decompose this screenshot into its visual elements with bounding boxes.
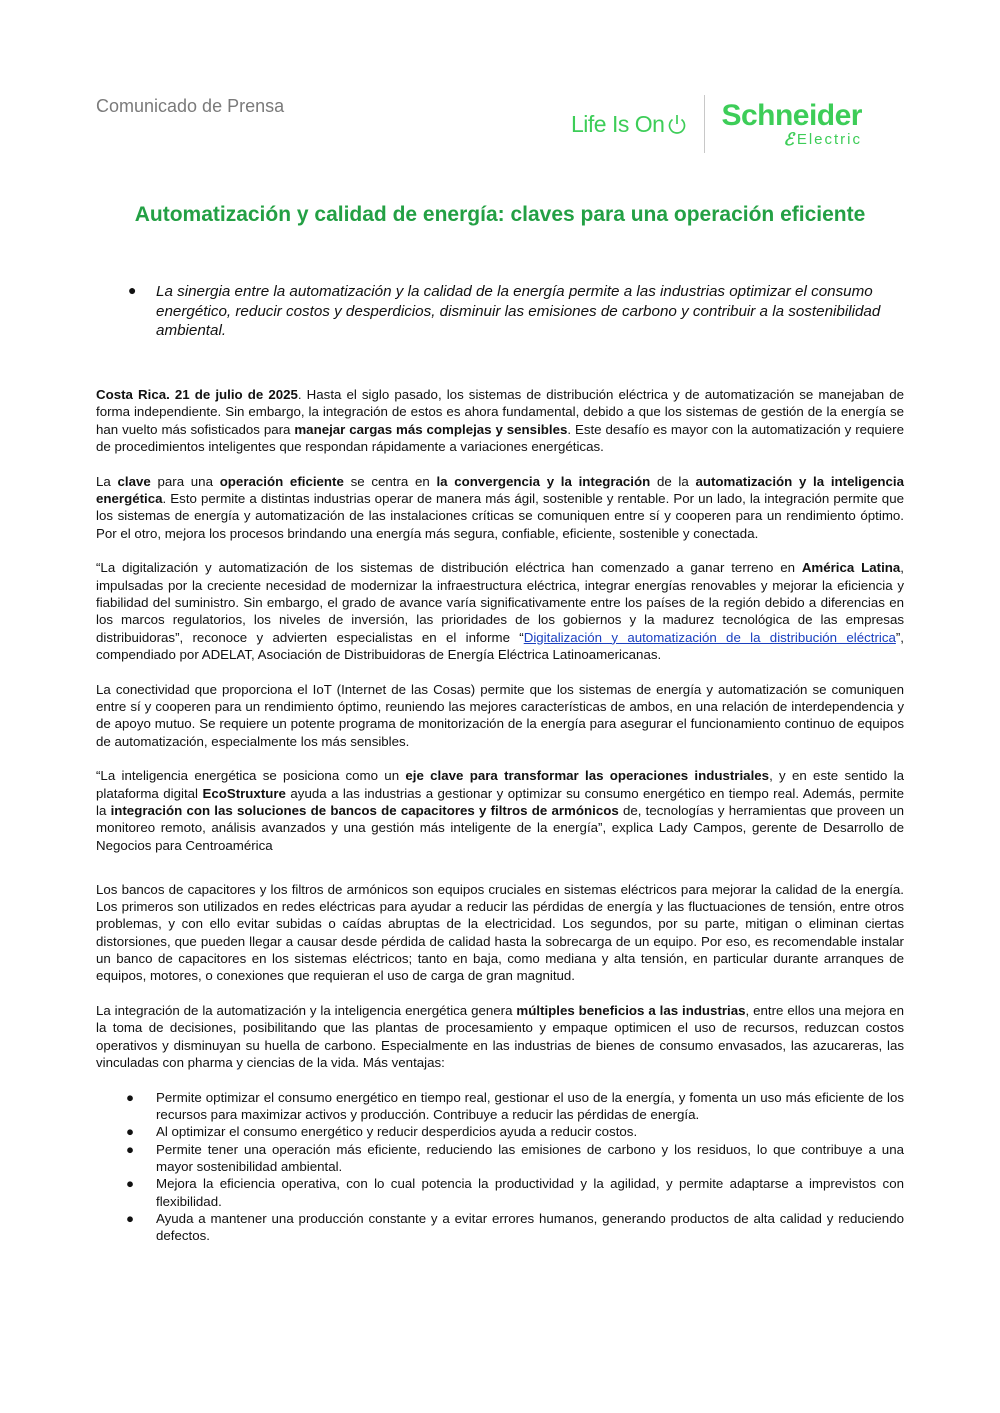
article-body bbox=[96, 386, 904, 1244]
bold-run: clave bbox=[117, 473, 151, 489]
page-title: Automatización y calidad de energía: claves para una operación eficiente bbox=[134, 203, 866, 226]
dateline: Costa Rica. 21 de julio de 2025 bbox=[96, 387, 298, 402]
text-run: La bbox=[96, 473, 118, 489]
bullet-icon: ● bbox=[126, 1141, 135, 1157]
paragraph-3 bbox=[96, 559, 904, 663]
bold-run: la convergencia y la integración bbox=[436, 473, 651, 489]
list-item-text: Mejora la eficiencia operativa, con lo cual potencia la productividad y la agilidad, y permite adaptarse a imprevistos con flexibilidad. bbox=[156, 1176, 904, 1209]
text-run: La integración de la automatización y la inteligencia energética genera bbox=[96, 1003, 517, 1019]
paragraph-5 bbox=[96, 767, 904, 853]
electric-e-icon: ℰ bbox=[783, 129, 794, 149]
paragraph-6: Los bancos de capacitores y los filtros de armónicos son equipos cruciales en sistemas eléctricos para mejorar la calidad de la energía. Los primeros son utilizados en redes eléctricas para ayudar a reducir las pérdidas de energía y las fluctuaciones de tensión, entre otros problemas, y con ello evitar subidas o caídas abruptas de la electricidad. Los segundos, por su parte, mitigan o eliminan ciertas distorsiones, que pueden llegar a causar desde pérdida de calidad hasta la sobrecarga de un equipo. Por eso, es recomendable instalar un banco de capacitores en los sistemas eléctricos; tanto en baja, como mediana y alta tensión, en particular durante arranques de equipos, motores, o conexiones que requieran el uso de carga de gran magnitud. bbox=[96, 881, 904, 984]
text-run: , entre ellos una mejora en la toma de decisiones, posibilitando que las plantas de procesamiento y empaque optimicen el uso de recursos, reduzcan costos operativos y disminuyan su huella de carbono. Especialmente en las industrias de bienes de consumo envasados, las azucareras, las vinculadas con pharma y ciencias de la vida. Más ventajas: bbox=[96, 1003, 904, 1070]
list-item-text: Ayuda a mantener una producción constante y a evitar errores humanos, generando productos de alta calidad y reduciendo defectos. bbox=[156, 1210, 904, 1244]
bold-run: integración con las soluciones de bancos de capacitores y filtros de armónicos bbox=[110, 802, 619, 818]
list-item-text: Al optimizar el consumo energético y reducir desperdicios ayuda a reducir costos. bbox=[156, 1124, 638, 1140]
bullet-icon: ● bbox=[126, 1089, 135, 1105]
bold-run: operación eficiente bbox=[219, 473, 344, 489]
paragraph-2 bbox=[96, 473, 904, 542]
power-icon bbox=[666, 113, 688, 135]
lede-text: La sinergia entre la automatización y la calidad de la energía permite a las industrias optimizar el consumo energético, reducir costos y desperdicios, disminuir las emisiones de carbono y contribuir a la sostenibilidad ambiental. bbox=[156, 283, 881, 339]
brand-name: Schneider bbox=[721, 98, 862, 132]
list-item bbox=[96, 1175, 904, 1210]
list-item bbox=[96, 1123, 904, 1140]
paragraph-4: La conectividad que proporciona el IoT (Internet de las Cosas) permite que los sistemas de energía y automatización se comuniquen entre sí y cooperen para un rendimiento óptimo, reuniendo las mejores características de ambos, en una relación de interdependencia y de apoyo mutuo. Se requiere un potente programa de monitorización de la energía para asegurar el funcionamiento continuo de equipos de automatización, especialmente los más sensibles. bbox=[96, 681, 904, 749]
text-run: ”, compendiado por ADELAT, Asociación de Distribuidoras de Energía Eléctrica Latinoamericanas. bbox=[96, 629, 904, 662]
document-type-label: Comunicado de Prensa bbox=[96, 96, 285, 116]
bullet-icon: ● bbox=[126, 1124, 135, 1140]
paragraph-7 bbox=[96, 1002, 904, 1071]
text-run: de la bbox=[650, 473, 696, 489]
text-run: “La inteligencia energética se posiciona como un bbox=[96, 768, 406, 784]
list-item bbox=[96, 1089, 904, 1124]
schneider-logo bbox=[571, 95, 862, 153]
paragraph-1 bbox=[96, 386, 904, 455]
brand-sub bbox=[721, 131, 862, 148]
text-run: . Esto permite a distintas industrias operar de manera más ágil, sostenible y rentable. Por un lado, la integración permite que los sistemas de energía y automatización de las instalaciones críticas se comuniquen entre sí y cooperen para un rendimiento óptimo. Por el otro, mejora los procesos brindando una energía más segura, confiable, eficiente, sostenible y conectada. bbox=[96, 490, 904, 541]
logo-divider bbox=[704, 95, 705, 153]
text-run: . Hasta el siglo pasado, los sistemas de distribución eléctrica y de automatización se manejaban de forma independiente. Sin embargo, la integración de estos es ahora fundamental, debido a que los sistemas de gestión de la energía se han vuelto más sofisticados para bbox=[96, 387, 904, 437]
bullet-icon: ● bbox=[126, 1176, 135, 1192]
list-item-text: Permite optimizar el consumo energético en tiempo real, gestionar el uso de la energía, y fomenta un uso más eficiente de los recursos para maximizar activos y producción. Contribuye a reducir las pérdidas de energía. bbox=[156, 1089, 904, 1123]
bullet-icon: ● bbox=[128, 282, 137, 298]
text-run: . Este desafío es mayor con la automatización y requiere de procedimientos inteligentes que respondan rápidamente a variaciones energéticas. bbox=[96, 421, 904, 454]
bold-run: múltiples beneficios a las industrias bbox=[516, 1003, 746, 1019]
bold-run: América Latina bbox=[801, 560, 901, 576]
text-run: para una bbox=[150, 473, 220, 489]
text-run: , y en este sentido la plataforma digital bbox=[96, 768, 904, 801]
brand-wordmark bbox=[721, 98, 862, 149]
bold-run: EcoStruxture bbox=[202, 785, 286, 801]
text-run: , impulsadas por la creciente necesidad de modernizar la infraestructura eléctrica, integrar energías renovables y mejorar la eficiencia y fiabilidad del suministro. Sin embargo, el grado de avance varía significativamente entre los países de la región debido a diferencias en los marcos regulatorios, los niveles de inversión, las prioridades de los gobiernos y la madurez tecnológica de las empresas distribuidoras”, reconoce y advierten especialistas en el informe “ bbox=[96, 560, 904, 645]
text-run: de, tecnologías y herramientas que proveen un monitoreo remoto, análisis avanzados y una gestión más inteligente de la energía”, explica Lady Campos, gerente de Desarrollo de Negocios para Centroamérica bbox=[96, 802, 904, 853]
report-link[interactable]: Digitalización y automatización de la distribución eléctrica bbox=[523, 629, 896, 645]
bold-run: manejar cargas más complejas y sensibles bbox=[294, 421, 568, 437]
bullet-icon: ● bbox=[126, 1210, 135, 1226]
brand-sub-text: Electric bbox=[796, 130, 862, 148]
list-item-text: Permite tener una operación más eficiente, reduciendo las emisiones de carbono y los residuos, lo que contribuye a una mayor sostenibilidad ambiental. bbox=[156, 1141, 904, 1174]
tagline-text: Life Is On bbox=[571, 110, 665, 137]
life-is-on-tagline bbox=[571, 111, 688, 138]
list-item bbox=[96, 1141, 904, 1176]
lede-bullet bbox=[128, 282, 898, 341]
list-item bbox=[96, 1210, 904, 1245]
benefits-list bbox=[96, 1089, 904, 1245]
bold-run: eje clave para transformar las operaciones industriales bbox=[405, 768, 770, 784]
text-run: se centra en bbox=[343, 473, 437, 489]
text-run: ayuda a las industrias a gestionar y optimizar su consumo energético en tiempo real. Además, permite la bbox=[96, 785, 904, 818]
text-run: “La digitalización y automatización de los sistemas de distribución eléctrica han comenzado a ganar terreno en bbox=[96, 560, 802, 576]
bold-run: automatización y la inteligencia energética bbox=[96, 473, 904, 506]
